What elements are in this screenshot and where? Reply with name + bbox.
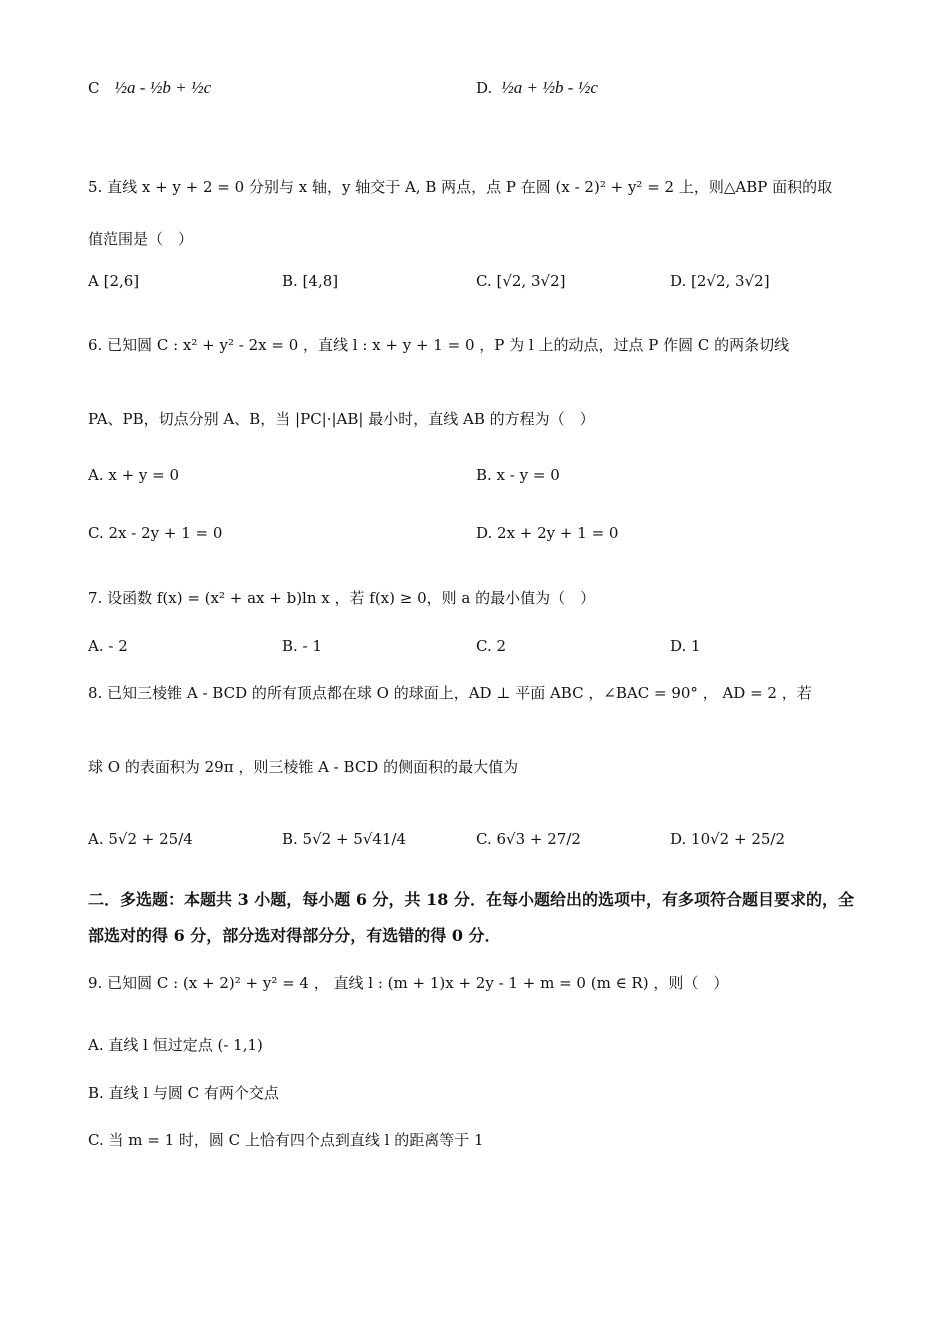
q7-stem: 7. 设函数 f(x) = (x² + ax + b)ln x ，若 f(x) ≥ 0，则 a 的最小值为（ ） bbox=[88, 589, 596, 607]
q6-option-c[interactable]: C. 2x - 2y + 1 = 0 bbox=[88, 524, 223, 542]
q8-option-c[interactable]: C. 6√3 + 27/2 bbox=[476, 830, 581, 848]
section-heading: 二．多选题：本题共 3 小题，每小题 6 分，共 18 分．在每小题给出的选项中，有多项符合题目要求的，全部选对的得 6 分，部分选对得部分分，有选错的得 0 分． bbox=[88, 890, 854, 945]
q6-option-d[interactable]: D. 2x + 2y + 1 = 0 bbox=[476, 524, 619, 542]
q7-option-b[interactable]: B. - 1 bbox=[282, 637, 322, 655]
q5-stem-line1: 5. 直线 x + y + 2 = 0 分别与 x 轴，y 轴交于 A, B 两点，点 P 在圆 (x - 2)² + y² = 2 上，则△ABP 面积的取 bbox=[88, 178, 833, 196]
q8-stem-line2: 球 O 的表面积为 29π ，则三棱锥 A - BCD 的侧面积的最大值为 bbox=[88, 758, 519, 776]
q6-option-b[interactable]: B. x - y = 0 bbox=[476, 466, 560, 484]
q8-option-d[interactable]: D. 10√2 + 25/2 bbox=[670, 830, 786, 848]
q9-option-b[interactable]: B. 直线 l 与圆 C 有两个交点 bbox=[88, 1084, 279, 1102]
q6-stem-line1: 6. 已知圆 C : x² + y² - 2x = 0 ，直线 l : x + y + 1 = 0 ，P 为 l 上的动点，过点 P 作圆 C 的两条切线 bbox=[88, 336, 790, 354]
q4-option-c[interactable] bbox=[88, 78, 211, 98]
q8-option-b[interactable]: B. 5√2 + 5√41/4 bbox=[282, 830, 407, 848]
q7-option-d[interactable]: D. 1 bbox=[670, 637, 701, 655]
q9-stem: 9. 已知圆 C : (x + 2)² + y² = 4 ， 直线 l : (m + 1)x + 2y - 1 + m = 0 (m ∈ R) ，则（ ） bbox=[88, 974, 729, 992]
q7-option-a[interactable]: A. - 2 bbox=[88, 637, 128, 655]
q5-option-b[interactable]: B. [4,8] bbox=[282, 272, 339, 290]
q5-stem-line2: 值范围是（ ） bbox=[88, 230, 194, 248]
option-expr: ½a - ½b + ½c bbox=[114, 78, 212, 97]
q5-option-d[interactable]: D. [2√2, 3√2] bbox=[670, 272, 770, 290]
q5-option-c[interactable]: C. [√2, 3√2] bbox=[476, 272, 566, 290]
q5-option-a[interactable]: A [2,6] bbox=[88, 272, 140, 290]
q8-option-a[interactable]: A. 5√2 + 25/4 bbox=[88, 830, 193, 848]
option-label: C bbox=[88, 79, 100, 97]
q9-option-a[interactable]: A. 直线 l 恒过定点 (- 1,1) bbox=[88, 1036, 263, 1054]
q8-stem-line1: 8. 已知三棱锥 A - BCD 的所有顶点都在球 O 的球面上，AD ⊥ 平面 ABC ，∠BAC = 90° ， AD = 2 ，若 bbox=[88, 684, 812, 702]
q7-option-c[interactable]: C. 2 bbox=[476, 637, 507, 655]
q4-option-d[interactable] bbox=[476, 78, 598, 98]
q6-stem-line2: PA、PB，切点分别 A、B，当 |PC|·|AB| 最小时，直线 AB 的方程为（ ） bbox=[88, 410, 595, 428]
option-expr: ½a + ½b - ½c bbox=[501, 78, 598, 97]
q6-option-a[interactable]: A. x + y = 0 bbox=[88, 466, 180, 484]
q9-option-c[interactable]: C. 当 m = 1 时，圆 C 上恰有四个点到直线 l 的距离等于 1 bbox=[88, 1131, 484, 1149]
option-label: D. bbox=[476, 79, 493, 97]
